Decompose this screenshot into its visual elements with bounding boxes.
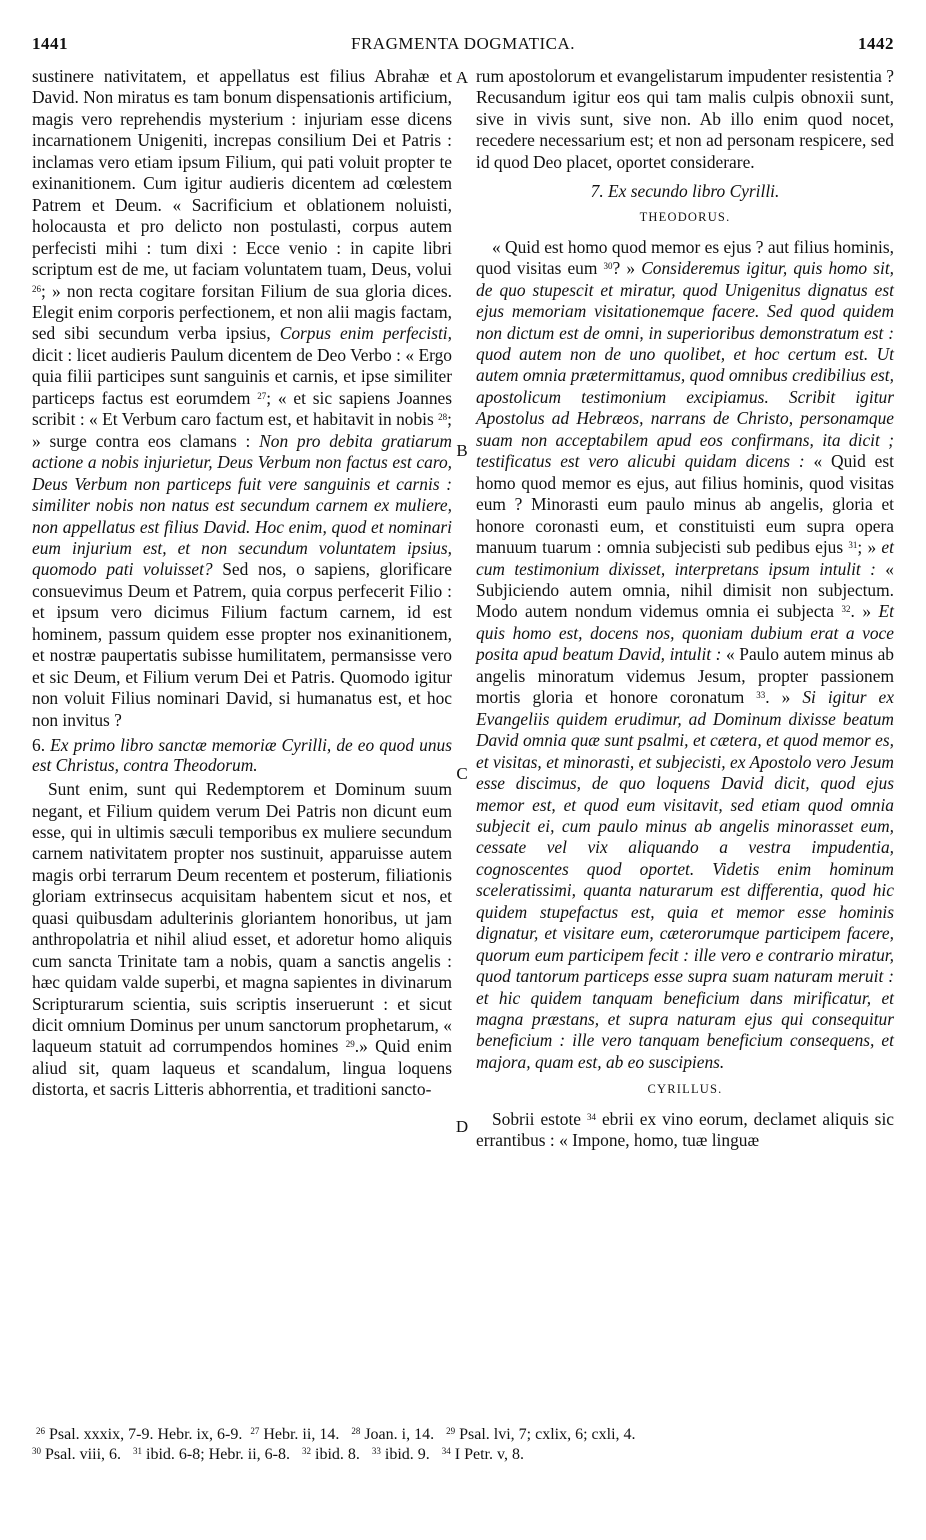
- footnote-number: 26: [36, 1426, 45, 1436]
- text-run: .» Quid enim aliud sit, quam laqueus et scandalum, lingua loquens distorta, et sacris Litteris abhorrentia, et traditioni sancto-: [32, 1036, 452, 1100]
- italic-run: Et quis homo est, docens nos, quoniam dubium erat a voce posita apud beatum David, intulit :: [476, 601, 894, 665]
- footnote-ref: 28: [438, 412, 448, 423]
- footnote-text: Joan. i, 14.: [364, 1426, 435, 1443]
- left-paragraph-2: [32, 779, 452, 1101]
- speaker-theodorus: THEODORUS.: [639, 210, 731, 225]
- text-run: « Subjiciendo autem omnia, nihil dimisit non subjectum. Modo autem nondum videmus omnia ei subjecta: [476, 558, 894, 622]
- footnote-text: Hebr. ii, 14.: [263, 1426, 340, 1443]
- text-run: rum apostolorum et evangelistarum impudenter resistentia ? Recusandum igitur eos qui tam malis culpis obnoxii sunt, sive in vivis sunt, sive non. Ab illo enim quod nocet, recedere necessarium est; et non ad personam respicere, sed id quod Deo placet, oportet considerare.: [476, 66, 894, 172]
- footnote-number: 27: [250, 1426, 260, 1436]
- footnote-ref: 27: [257, 390, 267, 401]
- footnote-ref: 31: [848, 540, 858, 551]
- text-run: « Quid est homo quod memor es ejus ? aut filius hominis, quod visitas eum: [476, 236, 894, 279]
- text-run: ; « et sic sapiens Joannes scribit : « Et Verbum caro factum est, et habitavit in nobis: [32, 387, 452, 430]
- margin-letter-c: C: [456, 764, 468, 783]
- margin-letter-a: A: [455, 68, 469, 87]
- page-number-right: 1442: [858, 34, 894, 53]
- left-paragraph-1: [32, 66, 452, 731]
- italic-run: et cum testimonium dixisset, interpretans ipsum intulit :: [476, 537, 894, 579]
- right-paragraph-3: [476, 1109, 894, 1152]
- footnote-number: 29: [446, 1426, 456, 1436]
- text-run: « Paulo autem minus ab angelis minoratum videmus Jesum, propter passionem mortis gloria et honore coronatum: [476, 644, 894, 708]
- footnote-number: 31: [133, 1446, 143, 1456]
- footnote-number: 33: [371, 1446, 381, 1456]
- footnote-text: ibid. 8.: [315, 1446, 360, 1463]
- right-column: [476, 66, 894, 1152]
- right-paragraph-2: [476, 237, 894, 1074]
- footnote-number: 30: [32, 1446, 41, 1456]
- italic-run: Corpus enim perfecisti,: [279, 323, 452, 344]
- footnote-ref: 32: [841, 604, 851, 615]
- running-title: FRAGMENTA DOGMATICA.: [351, 34, 575, 53]
- italic-run: Non pro debita gratiarum actione a nobis injurietur, Deus Verbum non factus est caro, Deus Verbum non particeps fuit vere sanguinis et carnis : similiter nobis non natus est secundum carnem ex muliere, non appellatus est filius David. Hoc enim, quod et nominari eum injurium est, et non secundum voluntatem ipsius, quomodo pati voluisset?: [32, 430, 452, 580]
- section-title: Ex primo libro sanctæ memoriæ Cyrilli, de eo quod unus est Christus, contra Theodorum.: [32, 735, 452, 776]
- right-paragraph-1: [476, 66, 894, 173]
- text-run: ; » non recta cogitare forsitan Filium de sua gloria dices. Elegit enim corporis perfectionem, et non alii magis factam, sed sibi secundum verba ipsius,: [32, 280, 452, 344]
- text-run: « Quid est homo quod memor es ejus, aut filius hominis, quod visitas eum ? Minorasti eum paulo minus ab angelis, gloria et honore coronasti eum, et constituisti eum supra opera manuum tuarum : omnia subjecisti sub pedibus ejus: [476, 451, 894, 558]
- text-run: . »: [765, 687, 791, 708]
- footnotes: [32, 1425, 894, 1465]
- footnote-text: Psal. viii, 6.: [45, 1446, 122, 1463]
- text-run: dicit : licet audieris Paulum dicentem de Deo Verbo : « Ergo quia filii participes sunt sanguinis et carnis, et ipse similiter particeps factus est eorumdem: [32, 344, 452, 408]
- text-run: ? »: [612, 258, 636, 279]
- page-number-left: 1441: [32, 34, 68, 53]
- footnote-number: 34: [441, 1446, 451, 1456]
- footnote-text: I Petr. v, 8.: [454, 1446, 524, 1463]
- footnote-text: ibid. 6-8; Hebr. ii, 6-8.: [146, 1446, 290, 1463]
- footnote-line-1: [32, 1425, 894, 1445]
- italic-run: Consideremus igitur, quis homo sit, de quo stupescit et miratur, quod Unigenitus dignatus est ejus memoriam visitationemque facere. Sed quod quidem non dictum est de omni, in superioribus demonstratum est : quod autem non de uno quolibet, et hoc certum est. Ut autem omnia prætermittamus, quod omnibus credibilius est, apostolicum testimonium excipiamus. Scribit igitur Apostolus ad Hebræos, narrans de Christo, personamque suam non acceptabilem apud eos confirmans, ita dicit ; testificatus est vero alicubi quidam dicens :: [476, 258, 894, 472]
- footnote-ref: 34: [586, 1111, 596, 1122]
- text-run: . »: [850, 601, 872, 622]
- text-run: ; » surge contra eos clamans :: [32, 409, 452, 451]
- text-run: Sed nos, o sapiens, glorificare consuevimus Deum et Patrem, quia corpus perfecerit Filio : et ipsum vero dicimus Filium factum carnem, id est hominem, passum quidem esse propter nos exinanitionem, et nostræ paupertatis subisse humilitatem, permansisse vero et sic Deum, et Filium verum Dei et Patris. Quomodo igitur non voluit Filius nominari David, si humanatus est, et hoc non invitus ?: [32, 559, 452, 730]
- margin-letter-d: D: [455, 1117, 469, 1136]
- footnote-ref: 33: [756, 690, 766, 701]
- footnote-ref: 29: [345, 1039, 355, 1050]
- footnote-number: 32: [302, 1446, 311, 1456]
- section-number: 6.: [32, 735, 46, 756]
- italic-run: Si igitur ex Evangeliis quidem erudimur, ad Dominum dixisse beatum David omnia quæ sunt psalmi, et cætera, et quod memor es, et visitas, et minorasti, et subjecisti, ex Apostolo vero Jesum esse discimus, de quo loquens David dicit, quod ejus memor est, et quod eum visitavit, sed etiam quod omnia subjecit ei, cum paulo minus ab angelis minorasset eum, cessate vel vix aliquando a vestra impudentia, cognoscentes quod oportet. Videtis enim hominum sceleratissimi, quanta naturarum est differentia, quod hic quidem stupefactus est, quia et memor esse hominis dignatur, et visitare eum, cæterorumque participem facere, quorum eum participem fecit : ille vero e contrario miratur, quod tantorum particeps esse supra suam naturam meruit : et hic quidem tanquam beneficium dans mirificatur, et magna præstans, et supra naturam ejus qui consequitur beneficium : ille vero tanquam beneficium consequens, et majora, quam est, ab eo suscipiens.: [476, 687, 894, 1072]
- footnote-number: 28: [351, 1426, 361, 1436]
- text-run: ; »: [857, 537, 877, 558]
- footnote-ref: 26: [32, 283, 41, 294]
- text-run: Sobrii estote: [492, 1108, 582, 1129]
- footnote-text: Psal. xxxix, 7-9. Hebr. ix, 6-9.: [49, 1426, 243, 1443]
- footnote-ref: 30: [603, 261, 613, 272]
- text-run: Sunt enim, sunt qui Redemptorem et Dominum suum negant, et Filium quidem verum Dei Patris non dicunt eum esse, qui in ultimis sæculi temporibus ex muliere secundum carnem nativitatem propter nos sustinuit, apparuisse autem magis orbi terrarum Deum recentem et posterum, filiationis gloriam extrinsecus acquisitam habentem sicut et nos, et quasi quibusdam adulterinis gloriantem honoribus, ut jam anthropolatria et nihil aliud esset, et adoretur homo aliquis cum sancta Trinitate tam a nobis, quam a sanctis angelis : hæc quidam valde superbi, et magna sapientes in divinarum Scripturarum scientia, suis scriptis inseruerunt : et sicut dicit omnium Dominus per unum sanctorum prophetarum, « laqueum statuit ad corrumpendos homines: [32, 779, 452, 1057]
- text-run: sustinere nativitatem, et appellatus est filius Abrahæ et David. Non miratus es tam bonum dispensationis artificium, magis vero reprehendis mysterium : injuriam esse dicens incarnationem Unigeniti, increpas consilium Dei et Patris : inclamas vero etiam ipsum Filium, qui pati voluit propter te exinanitionem. Cum igitur audieris dicentem ad cœlestem Patrem et Deum. « Sacrificium et oblationem noluisti, holocausta et pro delicto non postulasti, corpus autem perfecisti mihi : tum dixi : Ecce venio : in capite libri scriptum est de me, ut faciam voluntatem tuam, Deus, volui: [32, 66, 452, 280]
- footnote-text: Psal. lvi, 7; cxlix, 6; cxli, 4.: [459, 1426, 636, 1443]
- section-heading-7: 7. Ex secundo libro Cyrilli.: [590, 181, 780, 202]
- footnote-line-2: [32, 1445, 894, 1465]
- left-column: [32, 66, 452, 1101]
- text-run: ebrii ex vino eorum, declamet aliquis sic errantibus : « Impone, homo, tuæ linguæ: [476, 1108, 895, 1151]
- margin-letter-b: B: [456, 441, 468, 460]
- footnote-text: ibid. 9.: [384, 1446, 430, 1463]
- speaker-cyrillus: CYRILLUS.: [647, 1082, 723, 1097]
- section-heading-6: [32, 735, 452, 775]
- page-header: [32, 34, 894, 58]
